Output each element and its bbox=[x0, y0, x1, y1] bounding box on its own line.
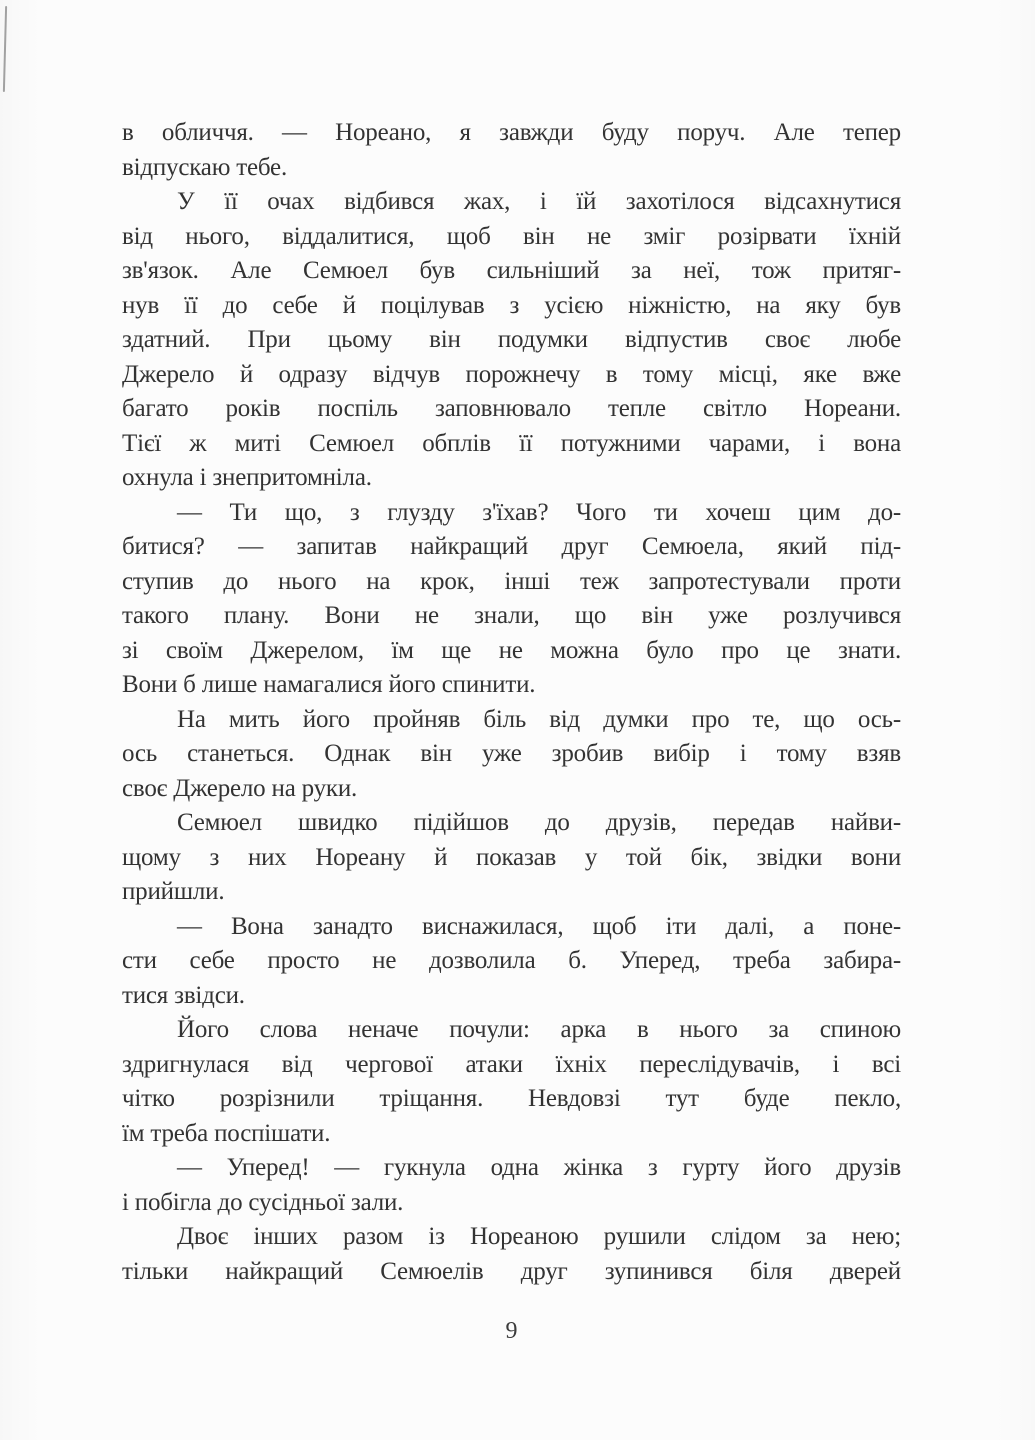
text-line: їм треба поспішати. bbox=[122, 1119, 331, 1147]
text-line: охнула і знепритомніла. bbox=[122, 464, 372, 491]
text-line: здригнулася від чергової атаки їхніх переслідувачів, і всі bbox=[122, 1050, 901, 1078]
text-line: щому з них Нореану й показав у той бік, звідки вони bbox=[122, 843, 901, 871]
paragraph bbox=[122, 1220, 901, 1289]
scan-artifact-line bbox=[3, 6, 7, 92]
text-line: — Ти що, з глузду з'їхав? Чого ти хочеш цим до- bbox=[177, 498, 901, 526]
text-line: нув її до себе й поцілував з усією ніжністю, на яку був bbox=[122, 291, 901, 319]
text-line: такого плану. Вони не знали, що він уже розлучився bbox=[122, 602, 901, 629]
text-line: Тієї ж миті Семюел обплів її потужними чарами, і вона bbox=[122, 429, 901, 457]
text-line: ось станеться. Однак він уже зробив вибір і тому взяв bbox=[122, 740, 901, 767]
text-line: Його слова неначе почули: арка в нього за спиною bbox=[177, 1016, 901, 1043]
text-line: Семюел швидко підійшов до друзів, передав найви- bbox=[177, 809, 901, 836]
page-text bbox=[122, 116, 901, 1289]
text-line: своє Джерело на руки. bbox=[122, 774, 358, 802]
text-line: прийшли. bbox=[122, 878, 225, 905]
paragraph bbox=[122, 806, 901, 910]
text-line: в обличчя. — Нореано, я завжди буду поруч. Але тепер bbox=[122, 119, 901, 146]
paragraph bbox=[122, 1013, 901, 1151]
text-line: сти себе просто не дозволила б. Уперед, треба забира- bbox=[122, 947, 901, 974]
paragraph bbox=[122, 116, 901, 185]
text-line: чітко розрізнили тріщання. Невдовзі тут буде пекло, bbox=[122, 1085, 901, 1112]
text-line: Джерело й одразу відчув порожнечу в тому місці, яке вже bbox=[122, 360, 901, 388]
text-line: здатний. При цьому він подумки відпустив своє любе bbox=[122, 326, 901, 353]
text-line: відпускаю тебе. bbox=[122, 153, 287, 181]
text-line: і побігла до сусідньої зали. bbox=[122, 1188, 404, 1216]
text-line: битися? — запитав найкращий друг Семюела, який під- bbox=[122, 533, 901, 560]
paragraph bbox=[122, 185, 901, 496]
text-line: — Уперед! — гукнула одна жінка з гурту його друзів bbox=[177, 1154, 901, 1181]
text-line: ступив до нього на крок, інші теж запротестували проти bbox=[122, 567, 901, 595]
text-line: від нього, віддалитися, щоб він не зміг розірвати їхній bbox=[122, 222, 901, 250]
text-line: Двоє інших разом із Нореаною рушили слідом за нею; bbox=[177, 1223, 901, 1250]
paragraph bbox=[122, 496, 901, 703]
text-line: Вони б лише намагалися його спинити. bbox=[122, 671, 536, 698]
text-line: На мить його пройняв біль від думки про те, що ось- bbox=[177, 705, 901, 733]
page-number: 9 bbox=[505, 1318, 518, 1344]
text-line: зв'язок. Але Семюел був сильніший за неї, тож притяг- bbox=[122, 257, 901, 284]
paragraph bbox=[122, 910, 901, 1014]
text-line: У її очах відбився жах, і їй захотілося відсахнутися bbox=[177, 188, 901, 215]
text-line: — Вона занадто виснажилася, щоб іти далі, а поне- bbox=[177, 912, 901, 940]
paragraph bbox=[122, 703, 901, 807]
text-line: зі своїм Джерелом, їм ще не можна було про це знати. bbox=[122, 636, 901, 664]
text-line: тися звідси. bbox=[122, 981, 245, 1009]
paragraph bbox=[122, 1151, 901, 1220]
text-line: тільки найкращий Семюелів друг зупинився біля дверей bbox=[122, 1257, 901, 1285]
text-line: багато років поспіль заповнювало тепле світло Нореани. bbox=[122, 395, 901, 422]
